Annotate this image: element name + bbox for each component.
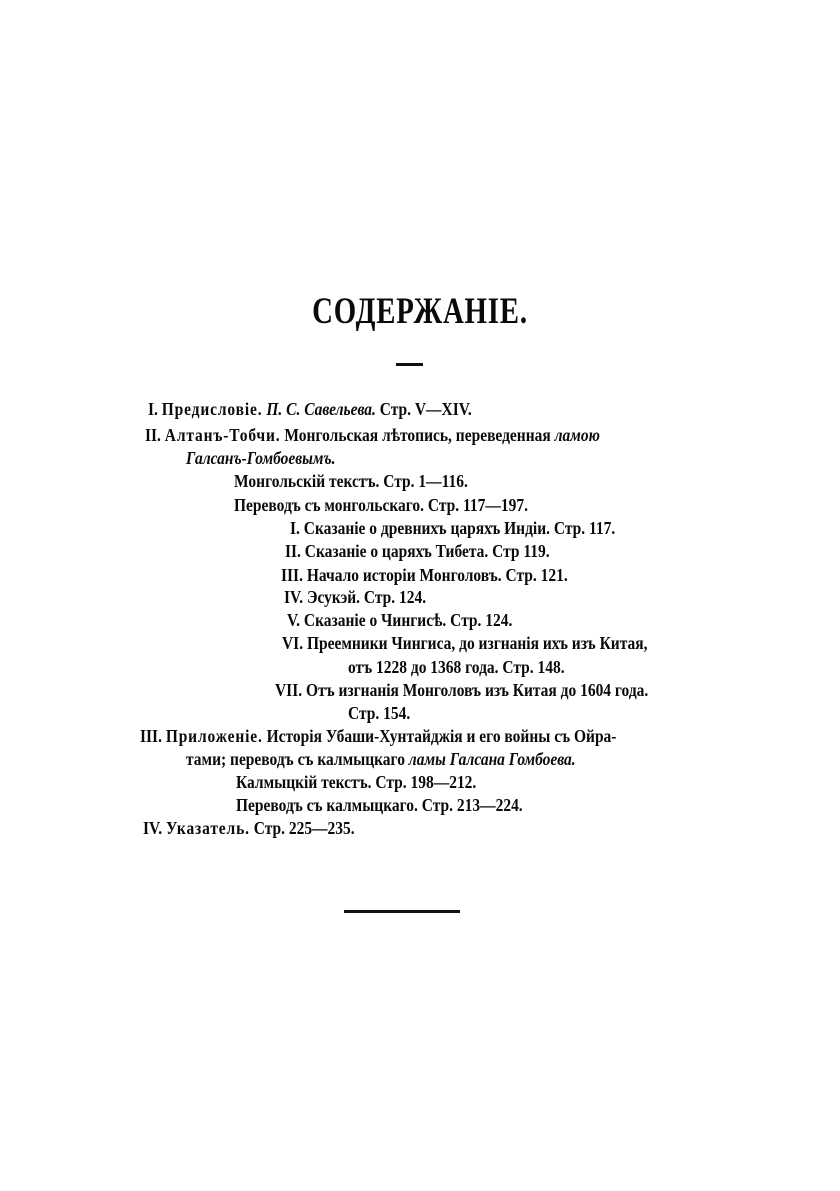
entry-pages: Стр. V—XIV. xyxy=(379,399,472,419)
entry-number: IV. xyxy=(143,818,163,838)
toc-chapter: V. Сказаніе о Чингисѣ. Стр. 124. xyxy=(287,610,513,630)
entry-text: тами; переводъ съ калмыцкаго xyxy=(186,749,405,769)
toc-chapter: VII. Отъ изгнанія Монголовъ изъ Китая до 1604 года. xyxy=(275,680,649,700)
toc-chapter: VI. Преемники Чингиса, до изгнанія ихъ изъ Китая, xyxy=(282,633,648,653)
toc-chapter: II. Сказаніе о царяхъ Тибета. Стр 119. xyxy=(285,541,550,561)
page-title: СОДЕРЖАНІЕ. xyxy=(312,291,528,332)
toc-entry-3-cont xyxy=(186,748,576,770)
entry-heading: Алтанъ-Тобчи. xyxy=(164,425,281,445)
entry-author: П. С. Савельева. xyxy=(266,399,376,419)
toc-subentry: Переводъ съ монгольскаго. Стр. 117—197. xyxy=(234,495,528,515)
toc-entry-2-cont: Галсанъ-Гомбоевымъ. xyxy=(186,448,336,468)
toc-entry-4 xyxy=(143,817,355,839)
toc-chapter: IV. Эсукэй. Стр. 124. xyxy=(284,587,427,607)
toc-subentry: Монгольскій текстъ. Стр. 1—116. xyxy=(234,471,468,491)
entry-number: III. xyxy=(140,726,162,746)
toc-entry-2 xyxy=(145,424,600,446)
toc-chapter-cont: отъ 1228 до 1368 года. Стр. 148. xyxy=(348,657,565,677)
toc-entry-3 xyxy=(140,725,616,747)
toc-chapter: I. Сказаніе о древнихъ царяхъ Индіи. Стр. 117. xyxy=(290,518,616,538)
entry-pages: Стр. 225—235. xyxy=(253,818,355,838)
entry-heading: Предисловіе. xyxy=(161,399,263,419)
entry-number: I. xyxy=(148,399,158,419)
toc-subentry: Переводъ съ калмыцкаго. Стр. 213—224. xyxy=(236,795,523,815)
entry-heading: Приложеніе. xyxy=(165,726,263,746)
title-divider xyxy=(396,363,423,366)
toc-entry-1 xyxy=(148,398,472,420)
entry-heading: Указатель. xyxy=(165,818,250,838)
toc-subentry: Калмыцкій текстъ. Стр. 198—212. xyxy=(236,772,477,792)
entry-text: Исторія Убаши-Хунтайджія и его войны съ Ойра- xyxy=(266,726,617,746)
entry-text: Монгольская лѣтопись, переведенная xyxy=(284,425,551,445)
end-divider xyxy=(344,910,460,913)
entry-number: II. xyxy=(145,425,161,445)
toc-chapter-cont: Стр. 154. xyxy=(348,703,411,723)
toc-chapter: III. Начало исторіи Монголовъ. Стр. 121. xyxy=(281,565,568,585)
entry-italic: ламою xyxy=(554,425,600,445)
entry-italic: ламы Галсана Гомбоева. xyxy=(408,749,576,769)
